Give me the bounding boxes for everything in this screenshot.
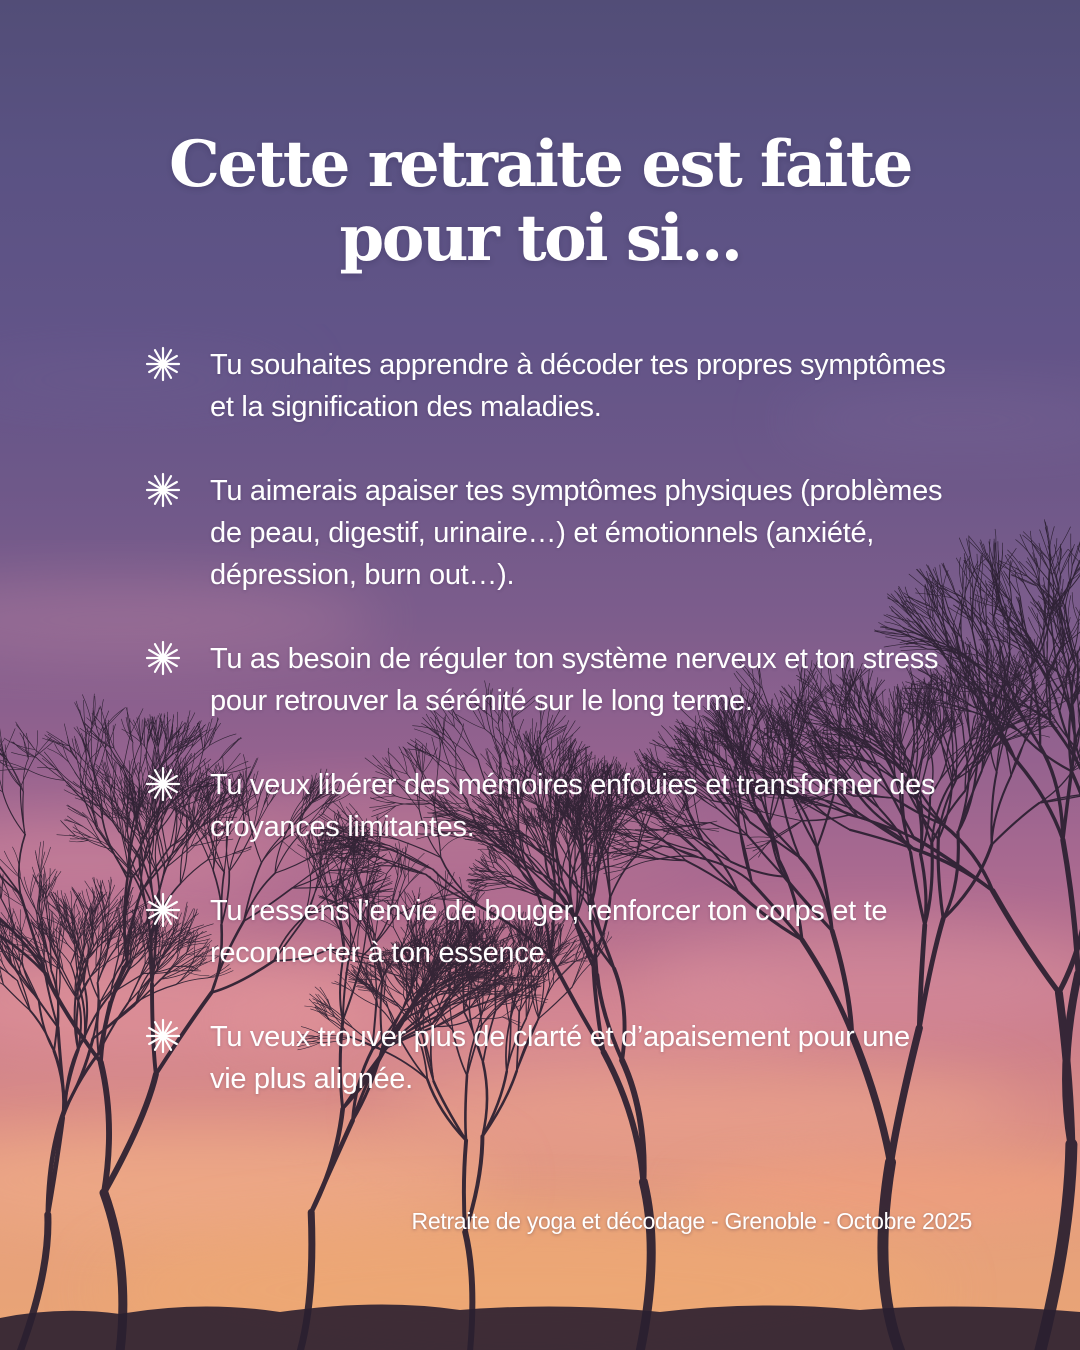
starburst-icon <box>145 346 181 382</box>
page-title <box>0 128 1080 276</box>
list-item-text: Tu ressens l’envie de bouger, renforcer ton corps et te reconnecter à ton essence. <box>210 895 888 969</box>
list-item-text: Tu veux libérer des mémoires enfouies et transformer des croyances limitantes. <box>210 769 936 843</box>
list-item-text: Tu souhaites apprendre à décoder tes propres symptômes et la signification des maladies. <box>210 349 946 423</box>
starburst-icon <box>145 1018 181 1054</box>
list-item-text: Tu veux trouver plus de clarté et d’apaisement pour une vie plus alignée. <box>210 1021 910 1095</box>
list-item-text: Tu aimerais apaiser tes symptômes physiques (problèmes de peau, digestif, urinaire…) et émotionnels (anxiété, dépression, burn out…). <box>210 475 943 591</box>
title-line-1: Cette retraite est faite <box>168 127 912 202</box>
starburst-icon <box>145 766 181 802</box>
starburst-icon <box>145 640 181 676</box>
event-caption: Retraite de yoga et décodage - Grenoble - Octobre 2025 <box>411 1208 972 1234</box>
starburst-icon <box>145 472 181 508</box>
starburst-icon <box>145 892 181 928</box>
list-item-text: Tu as besoin de réguler ton système nerveux et ton stress pour retrouver la sérénité sur le long terme. <box>210 643 939 717</box>
title-line-2: pour toi si... <box>339 201 741 276</box>
